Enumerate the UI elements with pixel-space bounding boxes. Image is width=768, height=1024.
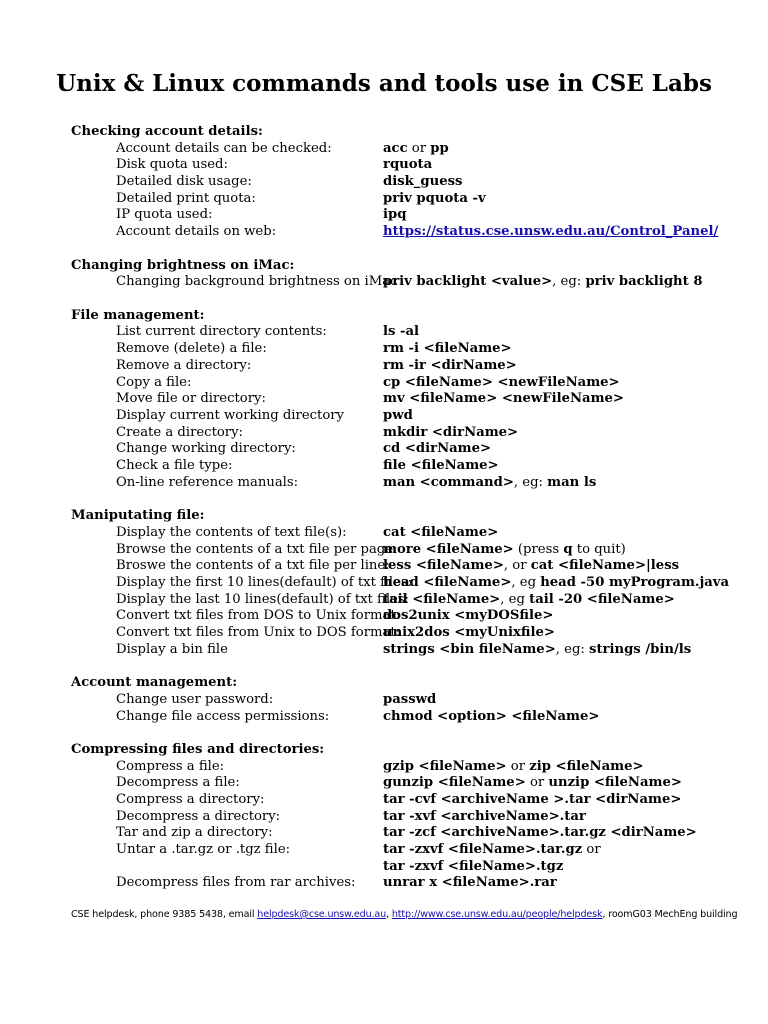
- command-description: Decompress a file:: [116, 775, 240, 791]
- section: [71, 508, 751, 658]
- command-syntax: tail -20 <fileName>: [529, 591, 675, 607]
- command-syntax: disk_guess: [383, 174, 463, 190]
- command-syntax: chmod <option> <fileName>: [383, 708, 600, 724]
- command-text: [383, 792, 681, 809]
- command-row: [71, 458, 751, 475]
- command-description: Change user password:: [116, 691, 274, 707]
- command-text: [383, 875, 557, 892]
- command-syntax: passwd: [383, 691, 437, 707]
- command-syntax: zip <fileName>: [529, 758, 644, 774]
- command-description: Changing background brightness on iMac: [116, 274, 398, 290]
- command-syntax: tar -zxvf <fileName>.tar.gz: [383, 842, 583, 858]
- section-heading: Account management:: [71, 675, 238, 691]
- command-row: [71, 157, 751, 174]
- command-syntax: gunzip <fileName>: [383, 775, 526, 791]
- command-syntax: rm -ir <dirName>: [383, 357, 517, 373]
- command-row: [71, 825, 751, 842]
- command-syntax: mv <fileName> <newFileName>: [383, 391, 624, 407]
- command-syntax: mkdir <dirName>: [383, 424, 519, 440]
- command-text: [383, 425, 518, 442]
- command-text: [383, 375, 620, 392]
- command-syntax: file <fileName>: [383, 457, 499, 473]
- command-syntax: ls -al: [383, 324, 420, 340]
- command-text: [383, 842, 601, 859]
- command-row: [71, 224, 751, 241]
- command-syntax: priv backlight <value>: [383, 274, 553, 290]
- command-row: [71, 775, 751, 792]
- command-syntax: tar -zcf <archiveName>.tar.gz <dirName>: [383, 825, 697, 841]
- command-row: [71, 875, 751, 892]
- command-description: List current directory contents:: [116, 324, 327, 340]
- section: [71, 124, 751, 241]
- command-syntax: tail <fileName>: [383, 591, 501, 607]
- command-row: [71, 575, 751, 592]
- command-row: [71, 475, 751, 492]
- command-text: [383, 859, 563, 876]
- command-text: [383, 809, 586, 826]
- command-text: [383, 825, 697, 842]
- command-text: [383, 775, 682, 792]
- command-text: [383, 324, 419, 341]
- command-description: Convert txt files from DOS to Unix format:: [116, 608, 401, 624]
- command-row: [71, 558, 751, 575]
- command-row: [71, 207, 751, 224]
- command-syntax: priv pquota -v: [383, 190, 486, 206]
- command-syntax: unzip <fileName>: [548, 775, 682, 791]
- section-heading: Compressing files and directories:: [71, 741, 325, 757]
- command-row: [71, 391, 751, 408]
- command-text: [383, 642, 691, 659]
- footer: [71, 909, 737, 920]
- command-text: [383, 542, 626, 559]
- command-note: to quit): [572, 541, 626, 557]
- command-row: [71, 408, 751, 425]
- command-description: On-line reference manuals:: [116, 474, 299, 490]
- command-text: [383, 575, 729, 592]
- command-syntax: cp <fileName> <newFileName>: [383, 374, 620, 390]
- command-description: Decompress files from rar archives:: [116, 875, 356, 891]
- command-note: , eg: [511, 574, 541, 590]
- command-syntax: acc: [383, 140, 408, 156]
- command-row: [71, 425, 751, 442]
- command-note: or: [407, 140, 431, 156]
- command-row: [71, 709, 751, 726]
- command-note: or: [525, 775, 549, 791]
- command-text: [383, 592, 675, 609]
- command-description: Compress a file:: [116, 758, 225, 774]
- command-text: [383, 759, 644, 776]
- command-description: Detailed print quota:: [116, 190, 256, 206]
- command-text: [383, 224, 718, 241]
- section: [71, 675, 751, 725]
- command-syntax: q: [563, 541, 573, 557]
- command-description: Create a directory:: [116, 424, 244, 440]
- command-description: Remove (delete) a file:: [116, 341, 267, 357]
- command-text: [383, 341, 512, 358]
- command-row: [71, 809, 751, 826]
- command-text: [383, 358, 517, 375]
- command-text: [383, 408, 413, 425]
- command-description: Change file access permissions:: [116, 708, 330, 724]
- command-text: [383, 625, 555, 642]
- command-text: [383, 441, 491, 458]
- command-description: Convert txt files from Unix to DOS format:: [116, 624, 401, 640]
- command-description: Browse the contents of a txt file per page:: [116, 541, 398, 557]
- command-row: [71, 759, 751, 776]
- command-row: [71, 274, 751, 291]
- command-row: [71, 792, 751, 809]
- command-row: [71, 324, 751, 341]
- command-row: [71, 174, 751, 191]
- command-row: [71, 358, 751, 375]
- command-note: or: [506, 758, 530, 774]
- command-text: [383, 458, 499, 475]
- command-row: [71, 608, 751, 625]
- command-note: , eg:: [513, 474, 548, 490]
- command-syntax: man ls: [547, 474, 597, 490]
- command-syntax: tar -cvf <archiveName >.tar <dirName>: [383, 792, 682, 808]
- command-description: IP quota used:: [116, 207, 213, 223]
- command-row: [71, 642, 751, 659]
- command-description: Copy a file:: [116, 374, 192, 390]
- command-description: Display the contents of text file(s):: [116, 524, 347, 540]
- command-row: [71, 525, 751, 542]
- command-text: [383, 525, 498, 542]
- command-syntax: pp: [430, 140, 449, 156]
- command-text: [383, 608, 553, 625]
- command-note: , eg:: [555, 641, 590, 657]
- command-row: [71, 441, 751, 458]
- command-syntax: tar -zxvf <fileName>.tgz: [383, 858, 564, 874]
- command-row: [71, 542, 751, 559]
- command-row: [71, 592, 751, 609]
- command-syntax: rm -i <fileName>: [383, 341, 512, 357]
- footer-url-link[interactable]: http://www.cse.unsw.edu.au/people/helpdesk: [391, 909, 603, 920]
- command-text: [383, 558, 679, 575]
- command-text: [383, 207, 406, 224]
- command-text: [383, 692, 436, 709]
- command-row: [71, 692, 751, 709]
- command-syntax: strings <bin fileName>: [383, 641, 556, 657]
- command-note: , eg:: [552, 274, 586, 290]
- command-note: or: [582, 842, 601, 858]
- command-text: [383, 141, 449, 158]
- command-row: [71, 859, 751, 876]
- command-syntax: less <fileName>: [383, 558, 504, 574]
- command-description: Compress a directory:: [116, 792, 265, 808]
- command-row: [71, 191, 751, 208]
- command-syntax: gzip <fileName>: [383, 758, 507, 774]
- command-syntax: dos2unix <myDOSfile>: [383, 608, 554, 624]
- footer-prefix: CSE helpdesk, phone 9385 5438, email: [71, 909, 258, 920]
- command-description: Account details can be checked:: [116, 140, 332, 156]
- command-row: [71, 141, 751, 158]
- command-description: Display a bin file: [116, 641, 228, 657]
- command-description: Tar and zip a directory:: [116, 825, 273, 841]
- command-syntax: pwd: [383, 407, 413, 423]
- command-text: [383, 391, 624, 408]
- section: [71, 308, 751, 492]
- section: [71, 742, 751, 892]
- command-description: Account details on web:: [116, 224, 277, 240]
- command-description: Display the first 10 lines(default) of txt files:: [116, 574, 413, 590]
- command-note: , eg: [500, 591, 530, 607]
- command-description: Check a file type:: [116, 457, 233, 473]
- command-description: Disk quota used:: [116, 157, 228, 173]
- command-text: [383, 274, 703, 291]
- command-description: Remove a directory:: [116, 357, 252, 373]
- command-description: Untar a .tar.gz or .tgz file:: [116, 842, 291, 858]
- command-description: Decompress a directory:: [116, 808, 281, 824]
- command-syntax: cat <fileName>|less: [530, 558, 680, 574]
- command-syntax: strings /bin/ls: [589, 641, 692, 657]
- command-note: (press: [513, 541, 564, 557]
- section-heading: Checking account details:: [71, 124, 263, 139]
- command-description: Display the last 10 lines(default) of txt files:: [116, 591, 410, 607]
- command-text: [383, 174, 462, 191]
- section: [71, 258, 751, 291]
- command-syntax: rquota: [383, 157, 433, 173]
- command-syntax: head <fileName>: [383, 574, 512, 590]
- command-syntax: unix2dos <myUnixfile>: [383, 624, 555, 640]
- command-row: [71, 341, 751, 358]
- command-text: [383, 157, 432, 174]
- command-syntax: cd <dirName>: [383, 441, 492, 457]
- command-description: Broswe the contents of a txt file per line:: [116, 558, 390, 574]
- footer-separator: ,: [386, 909, 392, 920]
- command-text: [383, 191, 486, 208]
- footer-suffix: , roomG03 MechEng building: [602, 909, 738, 920]
- command-row: [71, 625, 751, 642]
- command-row: [71, 375, 751, 392]
- command-syntax: man <command>: [383, 474, 514, 490]
- command-syntax: more <fileName>: [383, 541, 514, 557]
- command-text: [383, 475, 596, 492]
- page-title: Unix & Linux commands and tools use in CSE Labs: [56, 70, 712, 97]
- command-note: , or: [503, 558, 531, 574]
- control-panel-link[interactable]: https://status.cse.unsw.edu.au/Control_Panel/: [383, 224, 719, 240]
- command-syntax: unrar x <fileName>.rar: [383, 875, 557, 891]
- command-list: [71, 124, 751, 892]
- command-syntax: ipq: [383, 207, 407, 223]
- command-syntax: head -50 myProgram.java: [540, 574, 730, 590]
- section-heading: Changing brightness on iMac:: [71, 257, 295, 273]
- command-row: [71, 842, 751, 859]
- command-syntax: tar -xvf <archiveName>.tar: [383, 808, 586, 824]
- command-syntax: cat <fileName>: [383, 524, 499, 540]
- command-text: [383, 709, 599, 726]
- footer-email-link[interactable]: helpdesk@cse.unsw.edu.au: [257, 909, 387, 920]
- section-heading: File management:: [71, 307, 205, 323]
- command-description: Detailed disk usage:: [116, 174, 252, 190]
- command-syntax: priv backlight 8: [585, 274, 703, 290]
- command-description: Change working directory:: [116, 441, 296, 457]
- section-heading: Maniputating file:: [71, 508, 205, 524]
- command-description: Move file or directory:: [116, 391, 266, 407]
- command-description: Display current working directory: [116, 407, 345, 423]
